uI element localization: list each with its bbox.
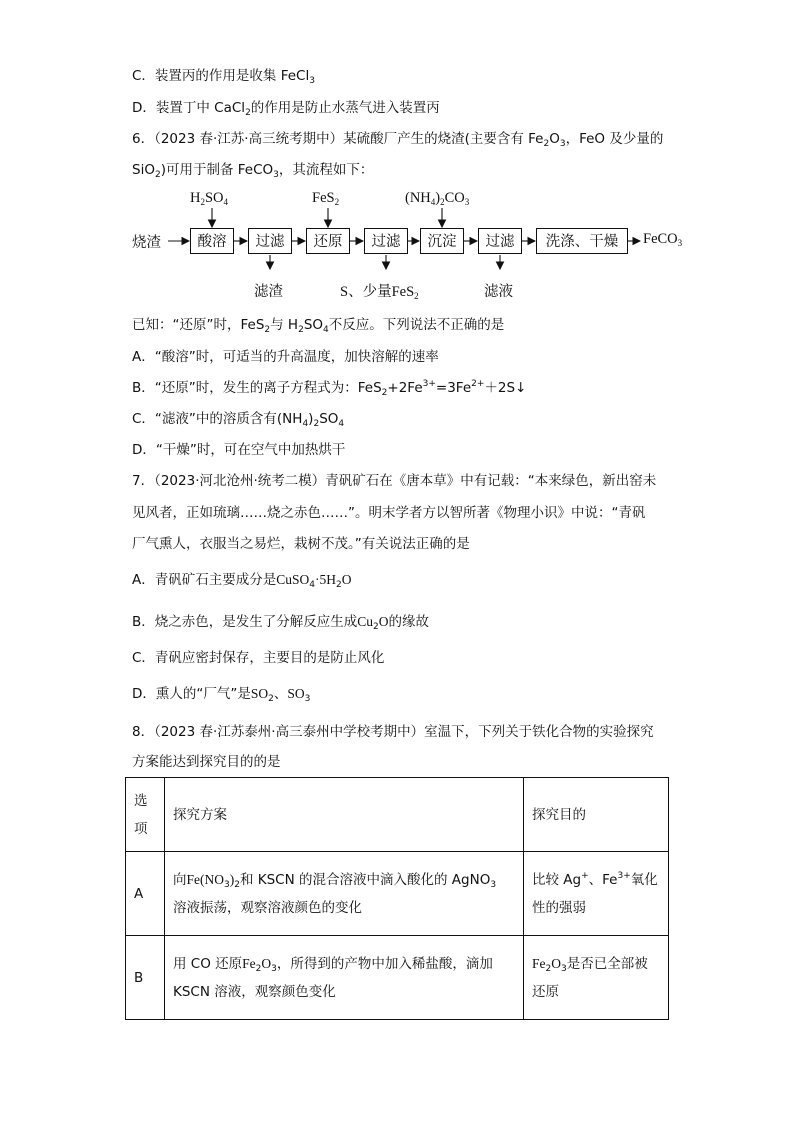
flow-step-4: 过滤 [364, 228, 408, 254]
q7-stem-line3: 厂气熏人，衣服当之易烂，栽树不茂。”有关说法正确的是 [132, 536, 470, 552]
flow-output-1: 滤渣 [254, 284, 283, 300]
table-row [126, 936, 669, 1020]
q7-option-b: B．烧之赤色，是发生了分解反应生成$Cu_2O$的缘故 [132, 614, 430, 632]
q7-stem-line2: 见风者，正如琉璃……烧之赤色……”。明末学者方以智所著《物理小识》中说：“青矾 [132, 505, 646, 521]
flow-step-3: 还原 [306, 228, 350, 254]
q7-option-c: C．青矾应密封保存，主要目的是防止风化 [132, 650, 385, 666]
q5-option-c: C．装置丙的作用是收集 FeCl$_3$ [132, 68, 315, 86]
process-flow-diagram [132, 190, 692, 305]
header-plan: 探究方案 [165, 778, 524, 852]
table-row [126, 852, 669, 936]
flow-reagent-2: FeS$_2$ [312, 190, 340, 207]
q7-option-d: D．熏人的“厂气”是$SO_2$、$SO_3$ [132, 686, 311, 704]
q8-stem-line2: 方案能达到探究目的的是 [132, 754, 281, 770]
table-header-row [126, 778, 669, 852]
flow-step-1: 酸溶 [190, 228, 234, 254]
q6-option-d: D．“干燥”时，可在空气中加热烘干 [132, 442, 346, 458]
q8-options-table [125, 777, 669, 1020]
q6-option-b: B．“还原”时，发生的离子方程式为：$FeS_2+2Fe^{3+}=3Fe^{2+}+2S↓$ [132, 379, 527, 398]
header-option: 选 项 [126, 778, 165, 852]
flow-output-2: S、少量FeS$_2$ [340, 284, 419, 301]
flow-step-6: 过滤 [478, 228, 522, 254]
q7-option-a: A．青矾矿石主要成分是$CuSO_4\cdot 5H_2O$ [132, 572, 352, 590]
flow-step-7: 洗涤、干燥 [536, 228, 628, 254]
q6-stem-line1: 6．（2023 春·江苏·高三统考期中）某硫酸厂产生的烧渣(主要含有 $Fe_2O_3$，FeO 及少量的 [132, 131, 664, 149]
flow-step-2: 过滤 [248, 228, 292, 254]
q5-option-d: D．装置丁中 CaCl$_2$的作用是防止水蒸气进入装置丙 [132, 100, 440, 118]
q6-known: 已知：“还原”时，FeS$_2$与 $H_2SO_4$不反应。下列说法不正确的是 [132, 317, 505, 335]
q6-option-c: C．“滤液”中的溶质含有$(NH_4)_2SO_4$ [132, 411, 345, 429]
flow-output-3: 滤液 [484, 284, 513, 300]
q6-option-a: A．“酸溶”时，可适当的升高温度，加快溶解的速率 [132, 349, 439, 365]
row-a-goal: 比较 Ag+、$Fe^{3+}$氧化 性的强弱 [524, 852, 669, 936]
row-b-plan: 用 CO 还原$Fe_2O_3$，所得到的产物中加入稀盐酸，滴加 KSCN 溶液，观察颜色变化 [165, 936, 524, 1020]
row-b-label: B [126, 936, 165, 1020]
flow-reagent-1: $H_2SO_4$ [190, 190, 229, 207]
flow-step-5: 沉淀 [420, 228, 464, 254]
flow-reagent-3: $(NH_4)_2CO_3$ [405, 190, 470, 207]
header-goal: 探究目的 [524, 778, 669, 852]
flow-start: 烧渣 [132, 235, 161, 251]
q8-stem-line1: 8．（2023 春·江苏泰州·高三泰州中学校考期中）室温下，下列关于铁化合物的实验探究 [132, 724, 654, 740]
row-a-label: A [126, 852, 165, 936]
q7-stem-line1: 7．（2023·河北沧州·统考二模）青矾矿石在《唐本草》中有记载：“本来绿色，新出窑未 [132, 473, 657, 489]
flow-end: FeCO$_3$ [643, 231, 683, 248]
row-a-plan: 向$Fe(NO_3)_2$和 KSCN 的混合溶液中滴入酸化的 AgNO$_3$ 溶液振荡，观察溶液颜色的变化 [165, 852, 524, 936]
q6-stem-line2: SiO$_2$)可用于制备 FeCO$_3$，其流程如下： [132, 162, 374, 180]
row-b-goal: $Fe_2O_3$是否已全部被 还原 [524, 936, 669, 1020]
